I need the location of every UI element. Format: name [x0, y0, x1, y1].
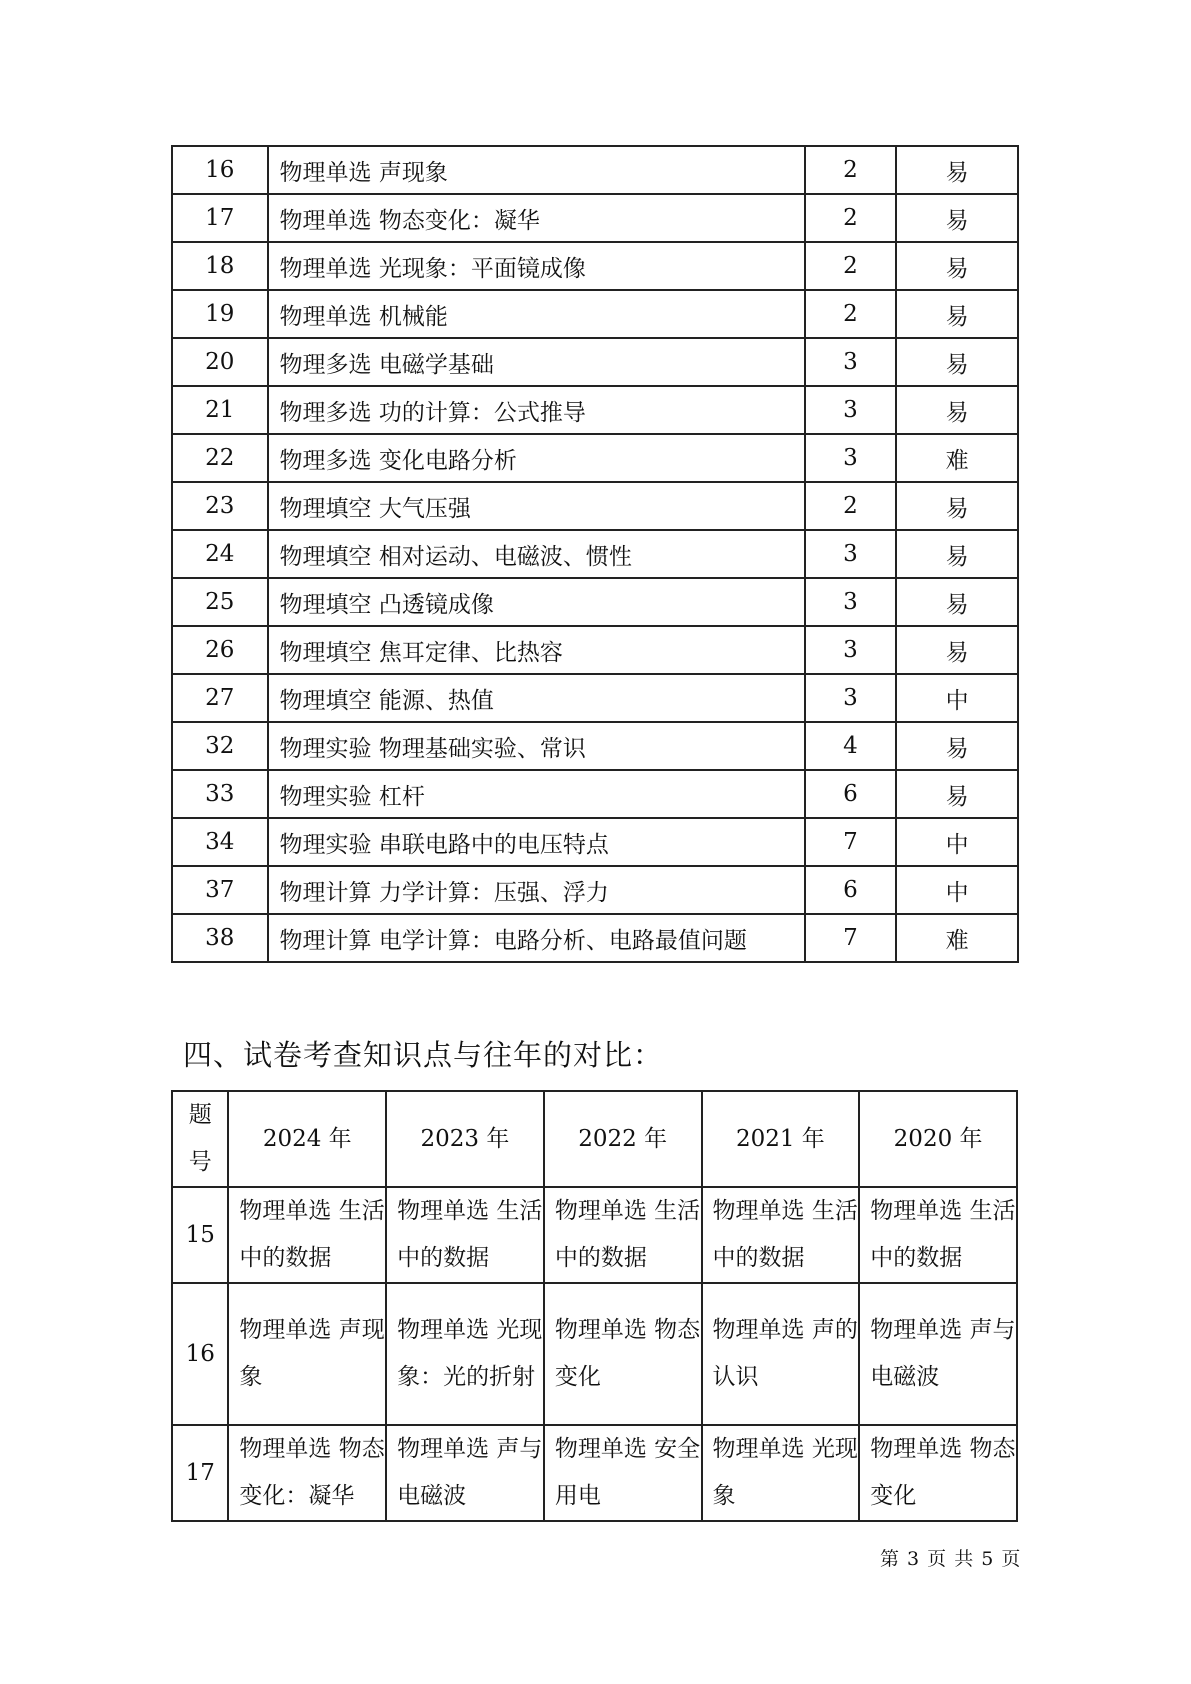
question-number: 16 — [172, 146, 268, 194]
question-content: 物理多选 电磁学基础 — [268, 338, 805, 386]
question-content: 物理实验 串联电路中的电压特点 — [268, 818, 805, 866]
year-comparison-table — [171, 1090, 1018, 1522]
question-score: 6 — [805, 770, 896, 818]
question-difficulty: 易 — [896, 386, 1018, 434]
question-content: 物理填空 相对运动、电磁波、惯性 — [268, 530, 805, 578]
comparison-cell: 物理单选 声与电磁波 — [859, 1283, 1017, 1425]
question-score: 2 — [805, 194, 896, 242]
question-content: 物理单选 光现象：平面镜成像 — [268, 242, 805, 290]
comparison-cell: 物理单选 光现象 — [702, 1425, 860, 1521]
question-content: 物理填空 焦耳定律、比热容 — [268, 626, 805, 674]
question-content: 物理多选 变化电路分析 — [268, 434, 805, 482]
table-row — [172, 482, 1018, 530]
question-number: 17 — [172, 1425, 228, 1521]
comparison-cell: 物理单选 光现象：光的折射 — [386, 1283, 544, 1425]
table-row — [172, 290, 1018, 338]
comparison-cell: 物理单选 声的认识 — [702, 1283, 860, 1425]
question-difficulty: 中 — [896, 818, 1018, 866]
question-difficulty: 中 — [896, 866, 1018, 914]
question-difficulty: 易 — [896, 530, 1018, 578]
question-number: 33 — [172, 770, 268, 818]
comparison-cell: 物理单选 声现象 — [228, 1283, 386, 1425]
question-difficulty: 难 — [896, 434, 1018, 482]
question-difficulty: 易 — [896, 242, 1018, 290]
table-row — [172, 1187, 1017, 1283]
question-number: 19 — [172, 290, 268, 338]
question-number: 26 — [172, 626, 268, 674]
year-header: 2024 年 — [228, 1091, 386, 1187]
table-row — [172, 770, 1018, 818]
question-number: 15 — [172, 1187, 228, 1283]
year-header: 2022 年 — [544, 1091, 702, 1187]
comparison-cell: 物理单选 安全用电 — [544, 1425, 702, 1521]
question-score: 3 — [805, 674, 896, 722]
question-number: 22 — [172, 434, 268, 482]
question-score: 3 — [805, 434, 896, 482]
question-content: 物理填空 大气压强 — [268, 482, 805, 530]
question-number: 18 — [172, 242, 268, 290]
question-number: 24 — [172, 530, 268, 578]
question-difficulty: 易 — [896, 626, 1018, 674]
question-difficulty: 易 — [896, 722, 1018, 770]
question-number-header — [172, 1091, 228, 1187]
question-number: 17 — [172, 194, 268, 242]
table-row — [172, 146, 1018, 194]
comparison-cell: 物理单选 生活中的数据 — [859, 1187, 1017, 1283]
question-content: 物理单选 物态变化：凝华 — [268, 194, 805, 242]
question-content: 物理单选 机械能 — [268, 290, 805, 338]
question-content: 物理实验 杠杆 — [268, 770, 805, 818]
table-row — [172, 578, 1018, 626]
table-row — [172, 242, 1018, 290]
question-difficulty: 易 — [896, 578, 1018, 626]
question-score: 3 — [805, 338, 896, 386]
year-header: 2023 年 — [386, 1091, 544, 1187]
question-difficulty: 易 — [896, 290, 1018, 338]
question-score: 3 — [805, 626, 896, 674]
question-content: 物理实验 物理基础实验、常识 — [268, 722, 805, 770]
question-number: 38 — [172, 914, 268, 962]
table-row — [172, 818, 1018, 866]
table-row — [172, 194, 1018, 242]
question-number: 37 — [172, 866, 268, 914]
table-row — [172, 626, 1018, 674]
comparison-cell: 物理单选 声与电磁波 — [386, 1425, 544, 1521]
question-score: 4 — [805, 722, 896, 770]
table-row — [172, 1283, 1017, 1425]
question-score: 7 — [805, 818, 896, 866]
knowledge-points-table — [171, 145, 1019, 963]
question-score: 7 — [805, 914, 896, 962]
section-heading: 四、试卷考查知识点与往年的对比： — [183, 1038, 664, 1072]
question-number: 34 — [172, 818, 268, 866]
question-difficulty: 易 — [896, 482, 1018, 530]
question-score: 2 — [805, 242, 896, 290]
comparison-cell: 物理单选 生活中的数据 — [228, 1187, 386, 1283]
question-score: 2 — [805, 290, 896, 338]
question-number: 21 — [172, 386, 268, 434]
question-number: 16 — [172, 1283, 228, 1425]
question-content: 物理多选 功的计算：公式推导 — [268, 386, 805, 434]
question-score: 3 — [805, 386, 896, 434]
question-difficulty: 易 — [896, 194, 1018, 242]
table-row — [172, 434, 1018, 482]
question-content: 物理计算 电学计算：电路分析、电路最值问题 — [268, 914, 805, 962]
question-number: 20 — [172, 338, 268, 386]
question-difficulty: 中 — [896, 674, 1018, 722]
year-header: 2020 年 — [859, 1091, 1017, 1187]
question-difficulty: 难 — [896, 914, 1018, 962]
table-header-row — [172, 1091, 1017, 1187]
question-difficulty: 易 — [896, 338, 1018, 386]
table-row — [172, 1425, 1017, 1521]
comparison-cell: 物理单选 生活中的数据 — [386, 1187, 544, 1283]
question-score: 3 — [805, 530, 896, 578]
comparison-cell: 物理单选 物态变化：凝华 — [228, 1425, 386, 1521]
question-content: 物理单选 声现象 — [268, 146, 805, 194]
question-content: 物理计算 力学计算：压强、浮力 — [268, 866, 805, 914]
question-score: 6 — [805, 866, 896, 914]
question-number: 27 — [172, 674, 268, 722]
table-row — [172, 722, 1018, 770]
year-header: 2021 年 — [702, 1091, 860, 1187]
comparison-cell: 物理单选 物态变化 — [859, 1425, 1017, 1521]
question-score: 2 — [805, 482, 896, 530]
question-number: 25 — [172, 578, 268, 626]
question-score: 2 — [805, 146, 896, 194]
comparison-cell: 物理单选 生活中的数据 — [702, 1187, 860, 1283]
comparison-cell: 物理单选 生活中的数据 — [544, 1187, 702, 1283]
question-difficulty: 易 — [896, 146, 1018, 194]
page-footer: 第 3 页 共 5 页 — [880, 1548, 1022, 1570]
question-number: 23 — [172, 482, 268, 530]
table-row — [172, 866, 1018, 914]
comparison-cell: 物理单选 物态变化 — [544, 1283, 702, 1425]
table-row — [172, 914, 1018, 962]
question-content: 物理填空 能源、热值 — [268, 674, 805, 722]
question-number: 32 — [172, 722, 268, 770]
table-row — [172, 338, 1018, 386]
question-content: 物理填空 凸透镜成像 — [268, 578, 805, 626]
question-difficulty: 易 — [896, 770, 1018, 818]
question-score: 3 — [805, 578, 896, 626]
table-row — [172, 674, 1018, 722]
question-number-header-label: 题号 — [188, 1102, 212, 1175]
table-row — [172, 530, 1018, 578]
table-row — [172, 386, 1018, 434]
